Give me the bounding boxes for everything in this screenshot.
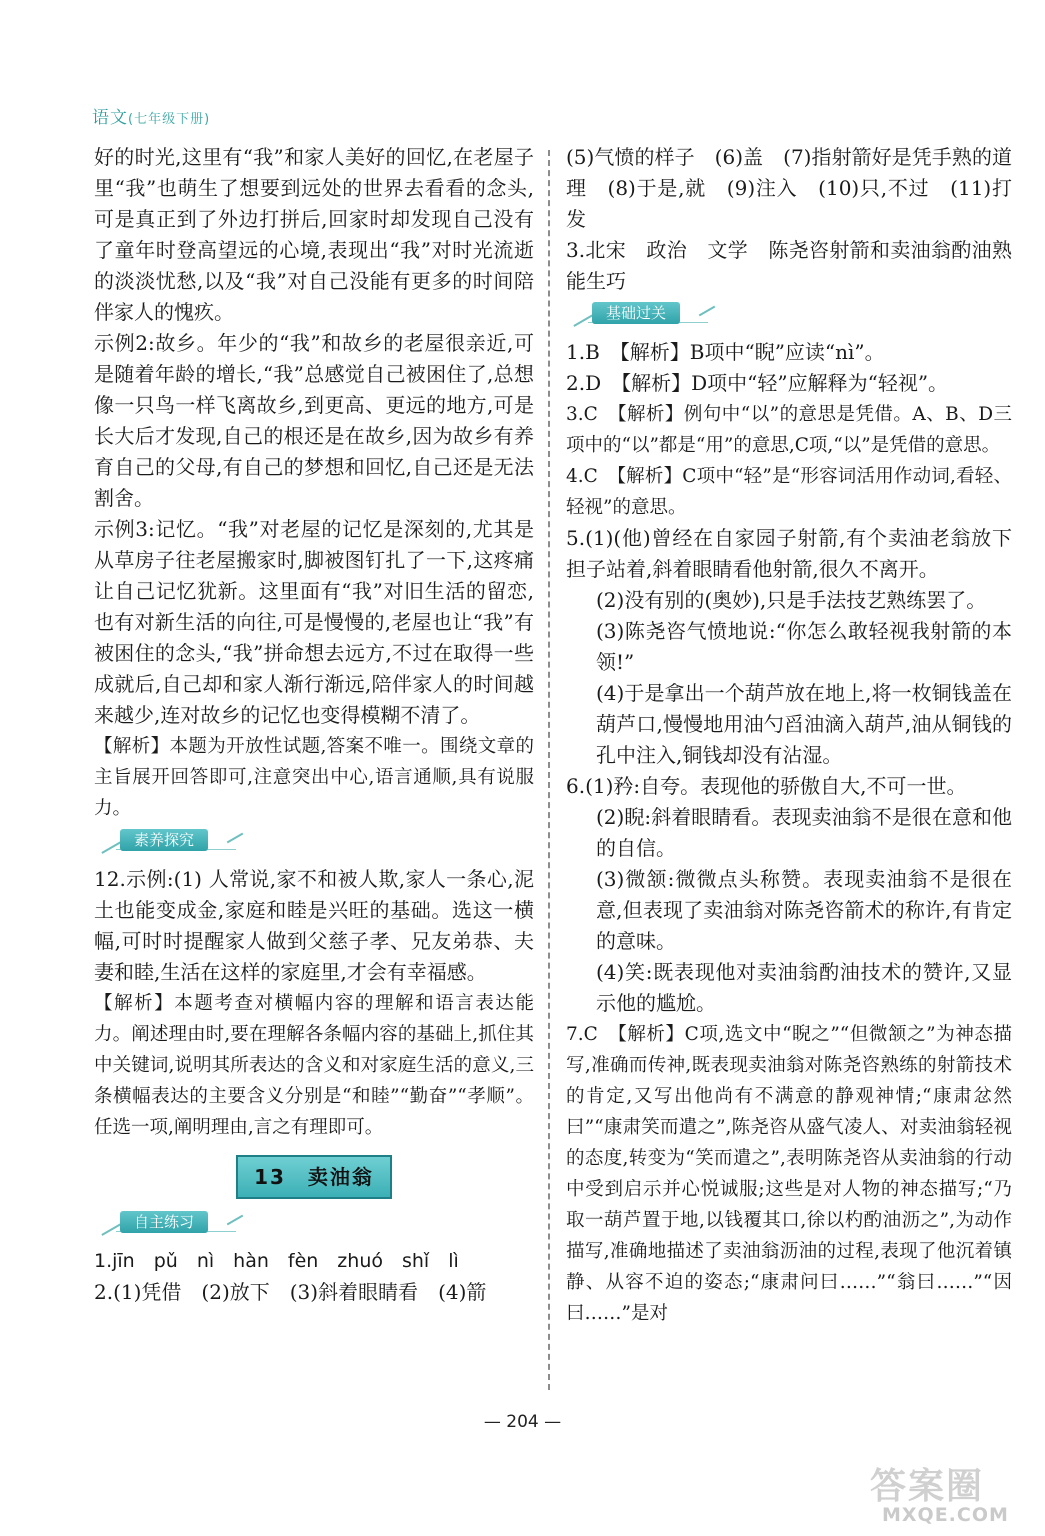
question-12-analysis: 【解析】本题考查对横幅内容的理解和语言表达能力。阐述理由时,要在理解各条幅内容的基础上,抓住其中关键词,说明其所表达的含义和对家庭生活的意义,三条横幅表达的主要含义分别是“和睦”“勤奋”“孝顺”。任选一项,阐明理由,言之有理即可。 [94,993,534,1138]
banner-label: 自主练习 [120,1211,208,1233]
section-banner-practice [94,1209,534,1239]
header-grade: (七年级下册) [128,112,211,127]
answer-5-1: 5.(1)(他)曾经在自家园子射箭,有个卖油老翁放下担子站着,斜着眼睛看他射箭,很久不离开。 [566,526,1012,581]
answer-2: 2.D 【解析】D项中“轻”应解释为“轻视”。 [566,371,949,395]
answer-1: 1.B 【解析】B项中“睨”应读“nì”。 [566,340,885,364]
answer-paragraph: 好的时光,这里有“我”和家人美好的回忆,在老屋子里“我”也萌生了想要到远处的世界去看看的念头,可是真正到了外边打拼后,回家时却发现自己没有了童年时登高望远的心境,表现出“我”对时光流逝的淡淡忧愁,以及“我”对自己没能有更多的时间陪伴家人的愧疚。 [94,145,534,324]
answer-6-1: 6.(1)矜:自夸。表现他的骄傲自大,不可一世。 [566,774,967,798]
answer-6-4: (4)笑:既表现他对卖油翁酌油技术的赞许,又显示他的尴尬。 [596,960,1012,1015]
watermark-text: 答案圈 [870,1466,985,1507]
right-column [566,142,1012,1329]
question-2: 2.(1)凭借 (2)放下 (3)斜着眼睛看 (4)箭 [94,1280,487,1304]
banner-slash-icon [699,306,716,317]
pinyin-answers: 1.jīn pǔ nì hàn fèn zhuó shǐ lì [94,1250,459,1272]
answer-3: 3.C 【解析】例句中“以”的意思是凭借。A、B、D三项中的“以”都是“用”的意思,C项,“以”是凭借的意思。 [566,404,1012,456]
answer-6-2: (2)睨:斜着眼睛看。表现卖油翁不是很在意和他的自信。 [596,805,1012,860]
example-3: 示例3:记忆。“我”对老屋的记忆是深刻的,尤其是从草房子往老屋搬家时,脚被图钉扎了一下,这疼痛让自己记忆犹新。这里面有“我”对旧生活的留恋,也有对新生活的向往,可是慢慢的,老屋也让“我”有被困住的念头,“我”拼命想去远方,不过在取得一些成就后,自己却和家人渐行渐远,陪伴家人的时间越来越少,连对故乡的记忆也变得模糊不清了。 [94,517,534,727]
answer-7: 7.C 【解析】C项,选文中“睨之”“但微颔之”为神态描写,准确而传神,既表现卖油翁对陈尧咨熟练的射箭技术的肯定,又写出他尚有不满意的静观神情;“康肃忿然曰”“康肃笑而遣之”,陈尧咨从盛气凌人、对卖油翁轻视的态度,转变为“笑而遣之”,表明陈尧咨从卖油翁的行动中受到启示并心悦诚服;这些是对人物的神态描写;“乃取一葫芦置于地,以钱覆其口,徐以杓酌油沥之”,为动作描写,准确地描述了卖油翁沥油的过程,表现了他沉着镇静、从容不迫的姿态;“康肃问曰……”“翁曰……”“因曰……”是对 [566,1024,1012,1324]
column-divider [548,150,550,1390]
answer-6-3: (3)微颔:微微点头称赞。表现卖油翁不是很在意,但表现了卖油翁对陈尧咨箭术的称许,有肯定的意味。 [596,867,1012,953]
question-12: 12.示例:(1) 人常说,家不和被人欺,家人一条心,泥土也能变成金,家庭和睦是兴旺的基础。选这一横幅,可时时提醒家人做到父慈子孝、兄友弟恭、夫妻和睦,生活在这样的家庭里,才会有幸福感。 [94,867,534,984]
section-banner-literacy [94,827,534,857]
question-3: 3.北宋 政治 文学 陈尧咨射箭和卖油翁酌油熟能生巧 [566,238,1012,293]
page-number: — 204 — [483,1412,562,1432]
answer-4: 4.C 【解析】C项中“轻”是“形容词活用作动词,看轻、轻视”的意思。 [566,466,1012,518]
analysis-note: 【解析】本题为开放性试题,答案不唯一。围绕文章的主旨展开回答即可,注意突出中心,语言通顺,具有说服力。 [94,736,534,819]
question-2-continued: (5)气愤的样子 (6)盖 (7)指射箭好是凭手熟的道理 (8)于是,就 (9)注入 (10)只,不过 (11)打发 [566,145,1012,231]
answer-5-2: (2)没有别的(奥妙),只是手法技艺熟练罢了。 [596,588,987,612]
header-subject: 语文 [92,108,128,128]
example-2: 示例2:故乡。年少的“我”和故乡的老屋很亲近,可是随着年龄的增长,“我”总感觉自己被困住了,总想像一只鸟一样飞离故乡,到更高、更远的地方,可是长大后才发现,自己的根还是在故乡,因为故乡有养育自己的父母,有自己的梦想和回忆,自己还是无法割舍。 [94,331,534,510]
banner-label: 基础过关 [592,302,680,324]
banner-slash-icon [227,833,244,844]
answer-5-3: (3)陈尧咨气愤地说:“你怎么敢轻视我射箭的本领!” [596,619,1012,674]
banner-slash-icon [227,1215,244,1226]
lesson-title: 13 卖油翁 [236,1155,392,1199]
running-header [92,103,210,128]
banner-label: 素养探究 [120,829,208,851]
watermark-url: MXQE.COM [882,1504,1009,1526]
answer-5-4: (4)于是拿出一个葫芦放在地上,将一枚铜钱盖在葫芦口,慢慢地用油勺舀油滴入葫芦,油从铜钱的孔中注入,铜钱却没有沾湿。 [596,681,1012,767]
section-banner-basics [566,300,1012,330]
left-column [94,142,534,1308]
watermark-logo [862,1458,1022,1528]
